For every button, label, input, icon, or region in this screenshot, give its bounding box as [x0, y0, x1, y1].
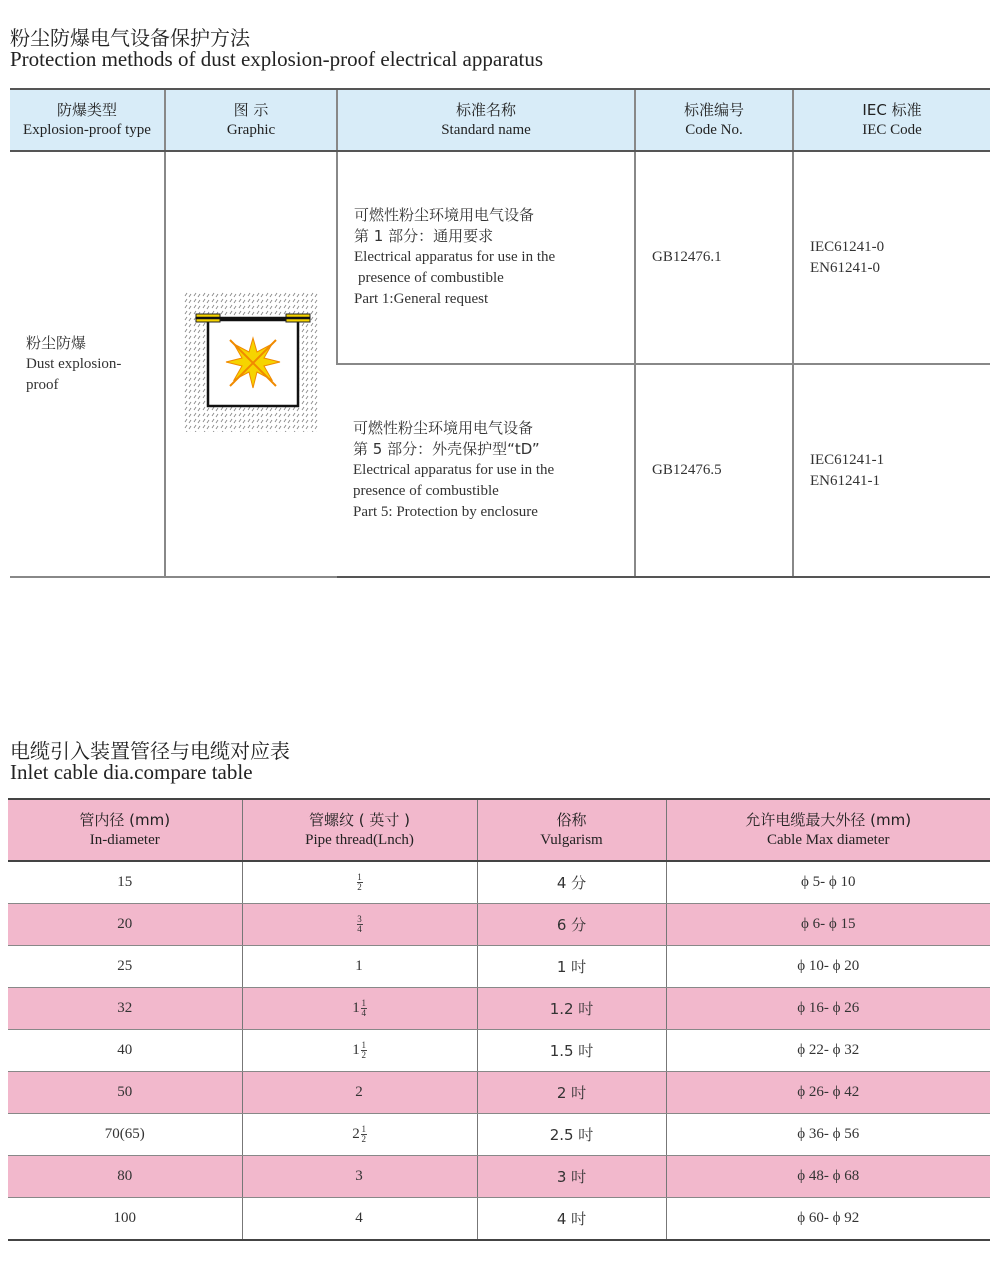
- table-row: [8, 946, 990, 988]
- table-row: [10, 151, 990, 364]
- header-type: 防爆类型 Explosion-proof type: [10, 89, 165, 151]
- table-row: [8, 1030, 990, 1072]
- table-row: [8, 904, 990, 946]
- pipe-thread-cell: [242, 904, 477, 946]
- section2-title-en: Inlet cable dia.compare table: [10, 760, 253, 784]
- explosion-type-cell: 粉尘防爆 Dust explosion- proof: [10, 151, 165, 577]
- standard-name-cell: 可燃性粉尘环境用电气设备 第 5 部分：外壳保护型“tD” Electrical apparatus for use in the presence of combustible Part 5: Protection by enclosure: [337, 364, 635, 577]
- cable-max-diameter-cell: ϕ 22- ϕ 32: [666, 1030, 990, 1072]
- cable-max-diameter-cell: ϕ 10- ϕ 20: [666, 946, 990, 988]
- vulgarism-cell: 1.2 吋: [477, 988, 666, 1030]
- header-code-no: 标准编号 Code No.: [635, 89, 793, 151]
- table-row: [8, 1198, 990, 1241]
- in-diameter-cell: 25: [8, 946, 242, 988]
- vulgarism-cell: 4 分: [477, 861, 666, 904]
- vulgarism-cell: 2.5 吋: [477, 1114, 666, 1156]
- vulgarism-cell: 6 分: [477, 904, 666, 946]
- header-iec-code: IEC 标准 IEC Code: [793, 89, 990, 151]
- table-row: [8, 861, 990, 904]
- cable-compare-table: [8, 798, 990, 1241]
- vulgarism-cell: 1.5 吋: [477, 1030, 666, 1072]
- pipe-thread-cell: 3: [242, 1156, 477, 1198]
- in-diameter-cell: 50: [8, 1072, 242, 1114]
- in-diameter-cell: 40: [8, 1030, 242, 1072]
- vulgarism-cell: 4 吋: [477, 1198, 666, 1241]
- cable-max-diameter-cell: ϕ 26- ϕ 42: [666, 1072, 990, 1114]
- cable-max-diameter-cell: ϕ 36- ϕ 56: [666, 1114, 990, 1156]
- table-row: [8, 1072, 990, 1114]
- fraction: $\frac{1}{2}$: [361, 1040, 366, 1060]
- code-no-cell: GB12476.1: [635, 151, 793, 364]
- header-pipe-thread: 管螺纹 ( 英寸 ) Pipe thread(Lnch): [242, 799, 477, 861]
- vulgarism-cell: 2 吋: [477, 1072, 666, 1114]
- header-in-diameter: 管内径 (mm) In-diameter: [8, 799, 242, 861]
- pipe-thread-cell: 4: [242, 1198, 477, 1241]
- vulgarism-cell: 3 吋: [477, 1156, 666, 1198]
- table-header-row: [10, 89, 990, 151]
- cable-max-diameter-cell: ϕ 5- ϕ 10: [666, 861, 990, 904]
- in-diameter-cell: 100: [8, 1198, 242, 1241]
- table-row: [8, 988, 990, 1030]
- protection-methods-table: [10, 88, 990, 578]
- iec-code-cell: IEC61241-0 EN61241-0: [793, 151, 990, 364]
- fraction: $\frac{1}{2}$: [357, 872, 362, 892]
- table-header-row: [8, 799, 990, 861]
- section1-title-en: Protection methods of dust explosion-proof electrical apparatus: [10, 47, 544, 71]
- pipe-thread-cell: 1 $\frac{1}{2}$: [242, 1030, 477, 1072]
- header-cable-max-diameter: 允许电缆最大外径 (mm) Cable Max diameter: [666, 799, 990, 861]
- table-row: [8, 1156, 990, 1198]
- header-vulgarism: 俗称 Vulgarism: [477, 799, 666, 861]
- header-graphic: 图 示 Graphic: [165, 89, 337, 151]
- in-diameter-cell: 70(65): [8, 1114, 242, 1156]
- fraction: $\frac{1}{4}$: [361, 998, 366, 1018]
- code-no-cell: GB12476.5: [635, 364, 793, 577]
- pipe-thread-cell: 1 $\frac{1}{4}$: [242, 988, 477, 1030]
- section1-title-cn: 粉尘防爆电气设备保护方法: [10, 26, 250, 50]
- cable-max-diameter-cell: ϕ 60- ϕ 92: [666, 1198, 990, 1241]
- iec-code-cell: IEC61241-1 EN61241-1: [793, 364, 990, 577]
- header-standard-name: 标准名称 Standard name: [337, 89, 635, 151]
- cable-max-diameter-cell: ϕ 16- ϕ 26: [666, 988, 990, 1030]
- pipe-thread-cell: 2: [242, 1072, 477, 1114]
- fraction: $\frac{3}{4}$: [357, 914, 362, 934]
- fraction: $\frac{1}{2}$: [361, 1124, 366, 1144]
- in-diameter-cell: 15: [8, 861, 242, 904]
- cable-max-diameter-cell: ϕ 48- ϕ 68: [666, 1156, 990, 1198]
- cable-max-diameter-cell: ϕ 6- ϕ 15: [666, 904, 990, 946]
- pipe-thread-cell: 2 $\frac{1}{2}$: [242, 1114, 477, 1156]
- in-diameter-cell: 32: [8, 988, 242, 1030]
- section2-title-cn: 电缆引入装置管径与电缆对应表: [10, 739, 290, 763]
- pipe-thread-cell: [242, 861, 477, 904]
- in-diameter-cell: 20: [8, 904, 242, 946]
- pipe-thread-cell: 1: [242, 946, 477, 988]
- in-diameter-cell: 80: [8, 1156, 242, 1198]
- graphic-cell: [165, 151, 337, 577]
- dust-enclosure-graphic: [184, 292, 318, 432]
- vulgarism-cell: 1 吋: [477, 946, 666, 988]
- table-row: [8, 1114, 990, 1156]
- standard-name-cell: 可燃性粉尘环境用电气设备 第 1 部分：通用要求 Electrical apparatus for use in the presence of combustible Part 1:General request: [337, 151, 635, 364]
